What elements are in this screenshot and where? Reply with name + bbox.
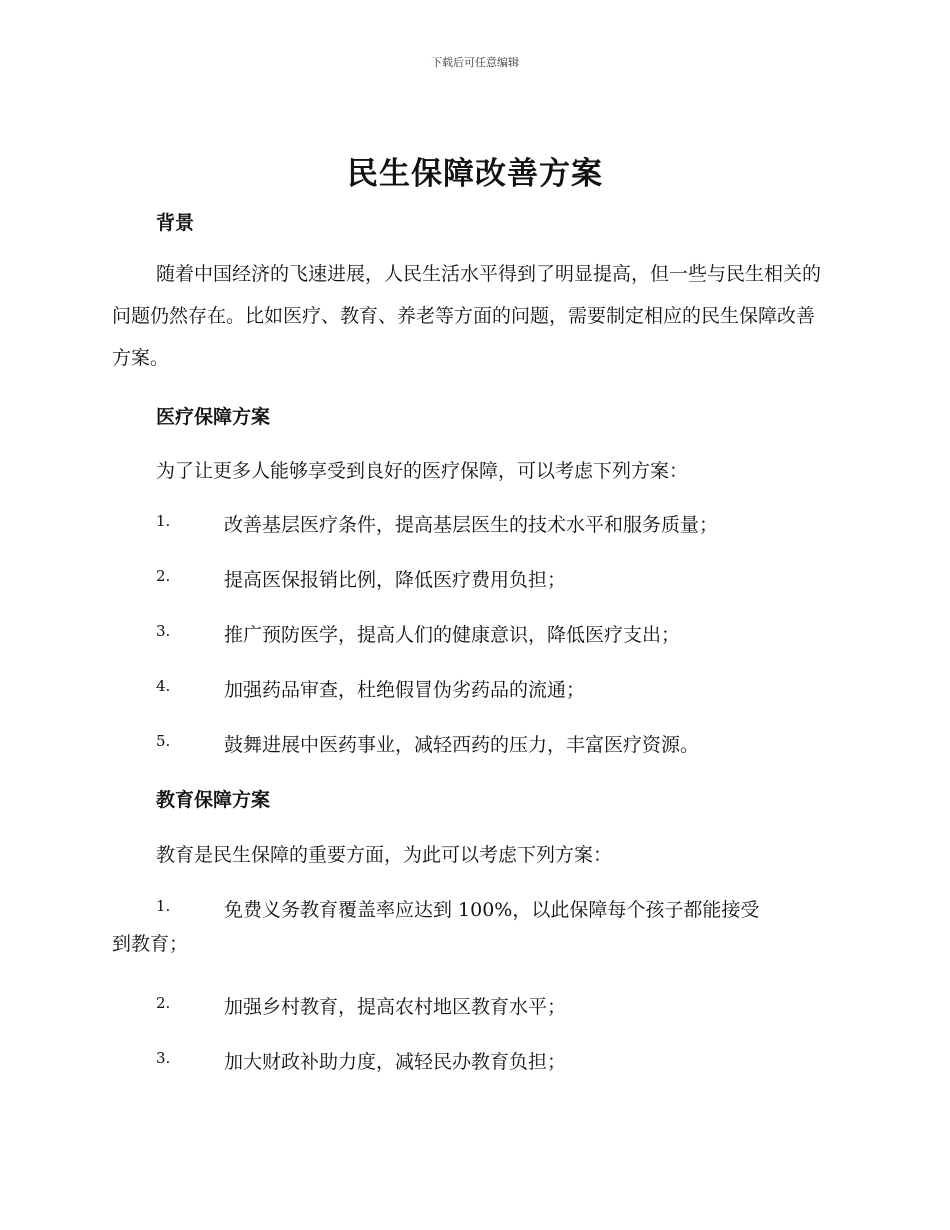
list-item-text: 鼓舞进展中医药事业，减轻西药的压力，丰富医疗资源。	[224, 734, 700, 756]
list-item-text: 加强药品审查，杜绝假冒伪劣药品的流通；	[224, 679, 586, 701]
background-paragraph	[112, 253, 832, 379]
background-paragraph-text: 随着中国经济的飞速进展，人民生活水平得到了明显提高，但一些与民生相关的问题仍然存在。比如医疗、教育、养老等方面的问题，需要制定相应的民生保障改善方案。	[112, 263, 822, 369]
section-heading-education: 教育保障方案	[156, 789, 271, 811]
list-item-text-continued: 到教育；	[112, 933, 189, 955]
education-intro: 教育是民生保障的重要方面，为此可以考虑下列方案：	[156, 844, 613, 866]
list-item-number: 3.	[156, 1049, 171, 1067]
list-item-text: 免费义务教育覆盖率应达到 100%，以此保障每个孩子都能接受	[224, 899, 760, 921]
list-item-number: 5.	[156, 732, 171, 750]
section-heading-background: 背景	[156, 212, 195, 234]
list-item-text: 提高医保报销比例，降低医疗费用负担；	[224, 569, 567, 591]
medical-intro: 为了让更多人能够享受到良好的医疗保障，可以考虑下列方案：	[156, 460, 689, 482]
list-item-text: 加大财政补助力度，减轻民办教育负担；	[224, 1051, 567, 1073]
header-note: 下载后可任意编辑	[431, 56, 519, 69]
list-item-number: 4.	[156, 677, 171, 695]
document-title: 民生保障改善方案	[347, 156, 603, 192]
list-item-text: 改善基层医疗条件，提高基层医生的技术水平和服务质量；	[224, 514, 719, 536]
section-heading-medical: 医疗保障方案	[156, 406, 271, 428]
list-item-number: 2.	[156, 567, 171, 585]
list-item-number: 2.	[156, 994, 171, 1012]
list-item-number: 1.	[156, 897, 171, 915]
list-item-number: 1.	[156, 512, 171, 530]
list-item-text: 加强乡村教育，提高农村地区教育水平；	[224, 996, 567, 1018]
list-item-number: 3.	[156, 622, 171, 640]
list-item-text: 推广预防医学，提高人们的健康意识，降低医疗支出；	[224, 624, 681, 646]
